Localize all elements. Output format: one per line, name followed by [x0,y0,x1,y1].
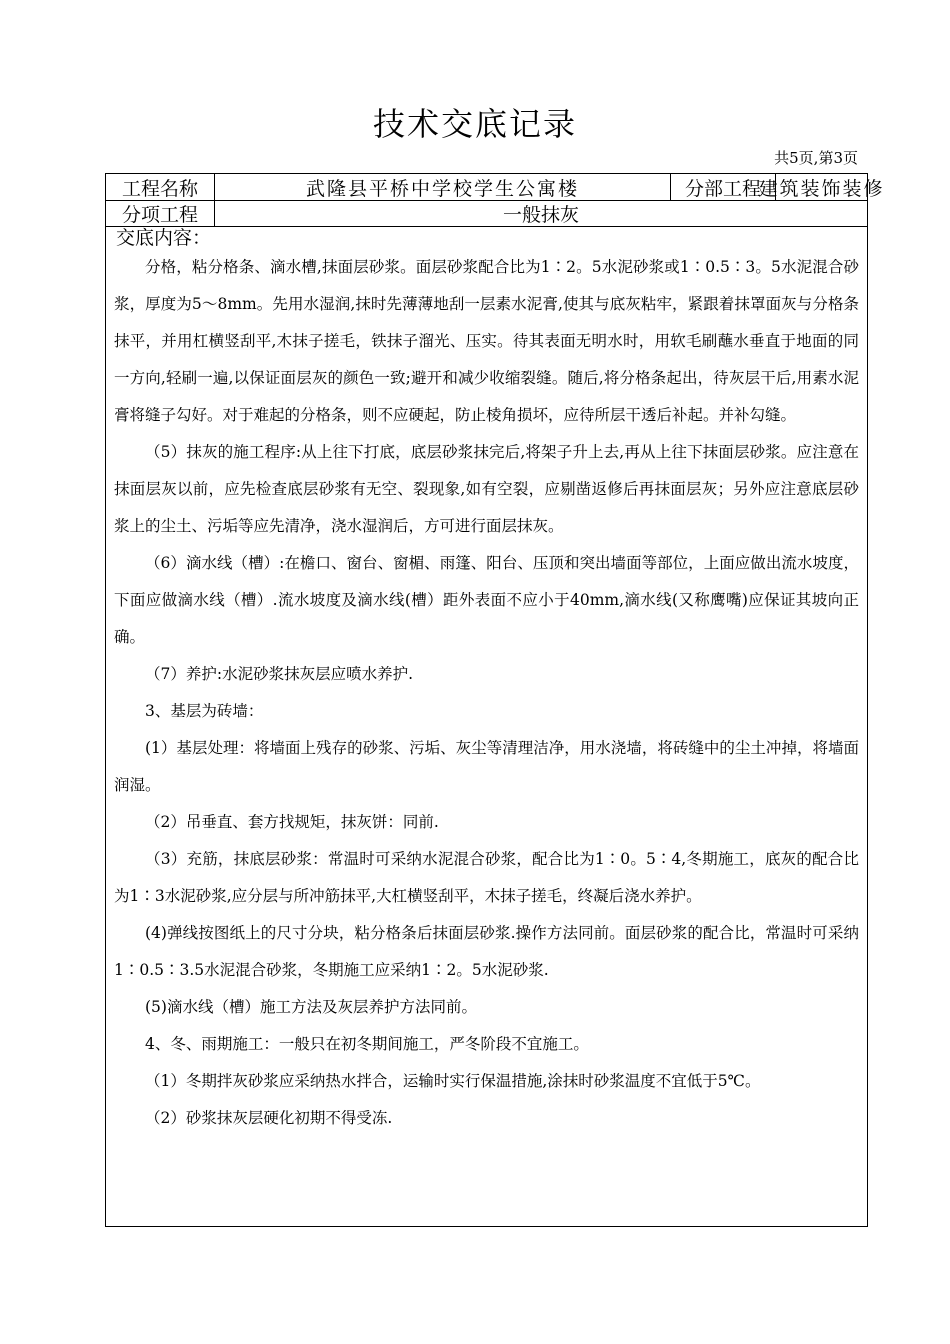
content-section [106,227,867,1226]
content-paragraph: 3、基层为砖墙： [145,702,264,720]
record-table [105,173,885,1227]
document-title: 技术交底记录 [372,105,577,143]
content-paragraph: （7）养护:水泥砂浆抹灰层应喷水养护. [145,665,414,683]
project-name-value: 武隆县平桥中学校学生公寓楼 [215,174,671,200]
content-paragraph: (5)滴水线（槽）施工方法及灰层养护方法同前。 [145,998,477,1016]
header-row-project [106,174,885,201]
project-name-label: 工程名称 [106,174,215,200]
content-paragraph: (4)弹线按图纸上的尺寸分块，粘分格条后抹面层砂浆.操作方法同前。面层砂浆的配合比，常温时可采纳1∶0.5∶3.5水泥混合砂浆，冬期施工应采纳1∶2。5水泥砂浆. [114,924,859,979]
content-paragraph: 4、冬、雨期施工：一般只在初冬期间施工，严冬阶段不宜施工。 [145,1035,589,1053]
content-paragraph: （1）冬期拌灰砂浆应采纳热水拌合，运输时实行保温措施,涂抹时砂浆温度不宜低于5℃。 [145,1072,761,1090]
subitem-label: 分项工程 [106,201,215,226]
division-label: 分部工程 [671,174,776,200]
content-paragraph: （2）砂浆抹灰层硬化初期不得受冻. [145,1109,393,1127]
page-info: 共5页,第3页 [774,149,858,167]
content-paragraph: (1）基层处理：将墙面上残存的砂浆、污垢、灰尘等清理洁净，用水浇墙，将砖缝中的尘土冲掉，将墙面润湿。 [114,739,859,794]
content-label: 交底内容： [116,227,212,249]
content-paragraph: （6）滴水线（槽）:在檐口、窗台、窗楣、雨篷、阳台、压顶和突出墙面等部位，上面应做出流水坡度，下面应做滴水线（槽）.流水坡度及滴水线(槽）距外表面不应小于40mm,滴水线(又称鹰嘴)应保证其坡向正确。 [114,554,859,646]
content-paragraph: （3）充筋，抹底层砂浆：常温时可采纳水泥混合砂浆，配合比为1∶0。5∶4,冬期施工，底灰的配合比为1∶3水泥砂浆,应分层与所冲筋抹平,大杠横竖刮平，木抹子搓毛，终凝后浇水养护。 [114,850,859,905]
content-paragraph: 分格，粘分格条、滴水槽,抹面层砂浆。面层砂浆配合比为1∶2。5水泥砂浆或1∶0.5∶3。5水泥混合砂浆，厚度为5～8mm。先用水湿润,抹时先薄薄地刮一层素水泥膏,使其与底灰粘牢，紧跟着抹罩面灰与分格条抹平，并用杠横竖刮平,木抹子搓毛，铁抹子溜光、压实。待其表面无明水时，用软毛刷蘸水垂直于地面的同一方向,轻刷一遍,以保证面层灰的颜色一致;避开和减少收缩裂缝。随后,将分格条起出，待灰层干后,用素水泥膏将缝子勾好。对于难起的分格条，则不应硬起，防止棱角损坏，应待所层干透后补起。并补勾缝。 [114,258,859,424]
division-value: 建筑装饰装修 [758,177,885,200]
header-row-subitem [106,201,867,227]
subitem-value: 一般抹灰 [502,204,579,226]
content-paragraph: （5）抹灰的施工程序:从上往下打底，底层砂浆抹完后,将架子升上去,再从上往下抹面层砂浆。应注意在抹面层灰以前，应先检查底层砂浆有无空、裂现象,如有空裂，应剔凿返修后再抹面层灰；另外应注意底层砂浆上的尘土、污垢等应先清净，浇水湿润后，方可进行面层抹灰。 [114,443,859,535]
content-paragraph: （2）吊垂直、套方找规矩，抹灰饼：同前. [145,813,439,831]
